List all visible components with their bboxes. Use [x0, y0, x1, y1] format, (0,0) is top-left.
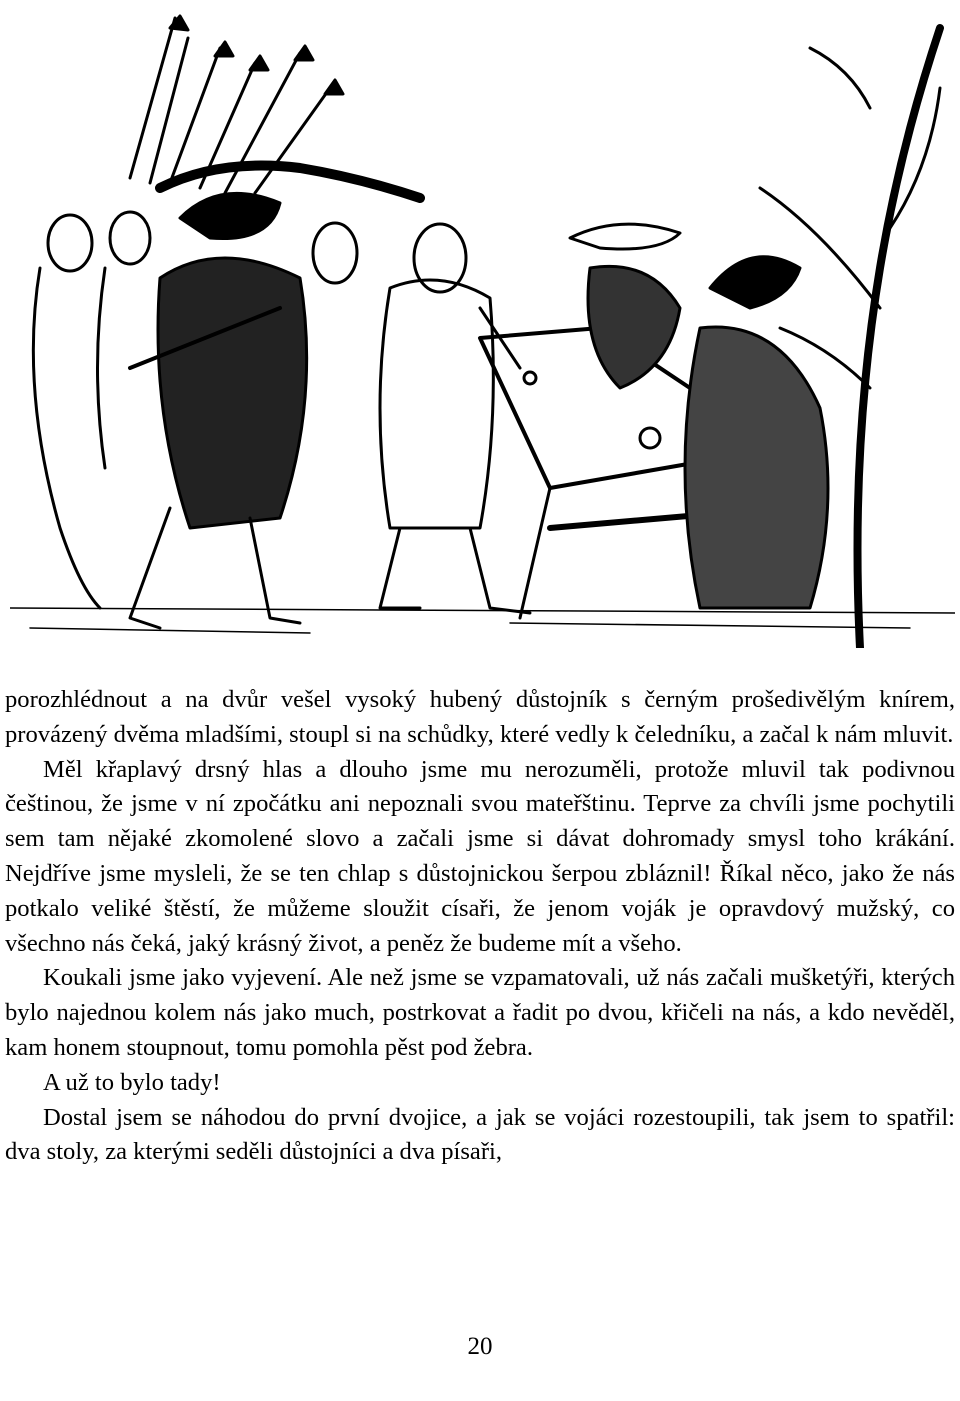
- body-text: [5, 683, 955, 1170]
- paragraph-3: Koukali jsme jako vyjevení. Ale než jsme se vzpamatovali, už nás začali mušketýři, kterých bylo najednou kolem nás jako much, postrkovat a řadit po dvou, křičeli na nás, a kdo nevěděl, kam honem stoupnout, tomu pomohla pěst pod žebra.: [5, 964, 955, 1061]
- ground: [10, 608, 955, 633]
- paragraph-2: Měl křaplavý drsný hlas a dlouho jsme mu nerozuměli, protože mluvil tak podivnou češtinou, že jsme v ní zpočátku ani nepoznali svou mateřštinu. Teprve za chvíli jsme pochytili sem tam nějaké zkomolené slovo a začali jsme si dávat dohromady smysl toho krákání. Nejdříve jsme mysleli, že se ten chlap s důstojnickou šerpou zbláznil! Říkal něco, jako že nás potkalo veliké štěstí, že můžeme sloužit císaři, že jenom voják je opravdový mužský, co všechno nás čeká, jaký krásný život, a peněz že budeme mít a všeho.: [5, 755, 955, 957]
- musketeer: [130, 193, 307, 628]
- seated-officers: [570, 224, 828, 608]
- paragraph-1: porozhlédnout a na dvůr vešel vysoký hubený důstojník s černým prošedivělým knírem, provázený dvěma mladšími, stoupl si na schůdky, které vedly k čeledníku, a začal k nám mluvit.: [5, 686, 955, 748]
- young-man: [380, 280, 530, 613]
- ink-drawing-recruitment-scene: [10, 8, 955, 648]
- book-illustration: [10, 8, 955, 648]
- paragraph-5: Dostal jsem se náhodou do první dvojice, a jak se vojáci rozestoupili, tak jsem to spatřil: dva stoly, za kterými seděli důstojníci a dva písaři,: [5, 1103, 955, 1166]
- paragraph-4: A už to bylo tady!: [43, 1068, 221, 1096]
- page-number: 20: [467, 1333, 493, 1360]
